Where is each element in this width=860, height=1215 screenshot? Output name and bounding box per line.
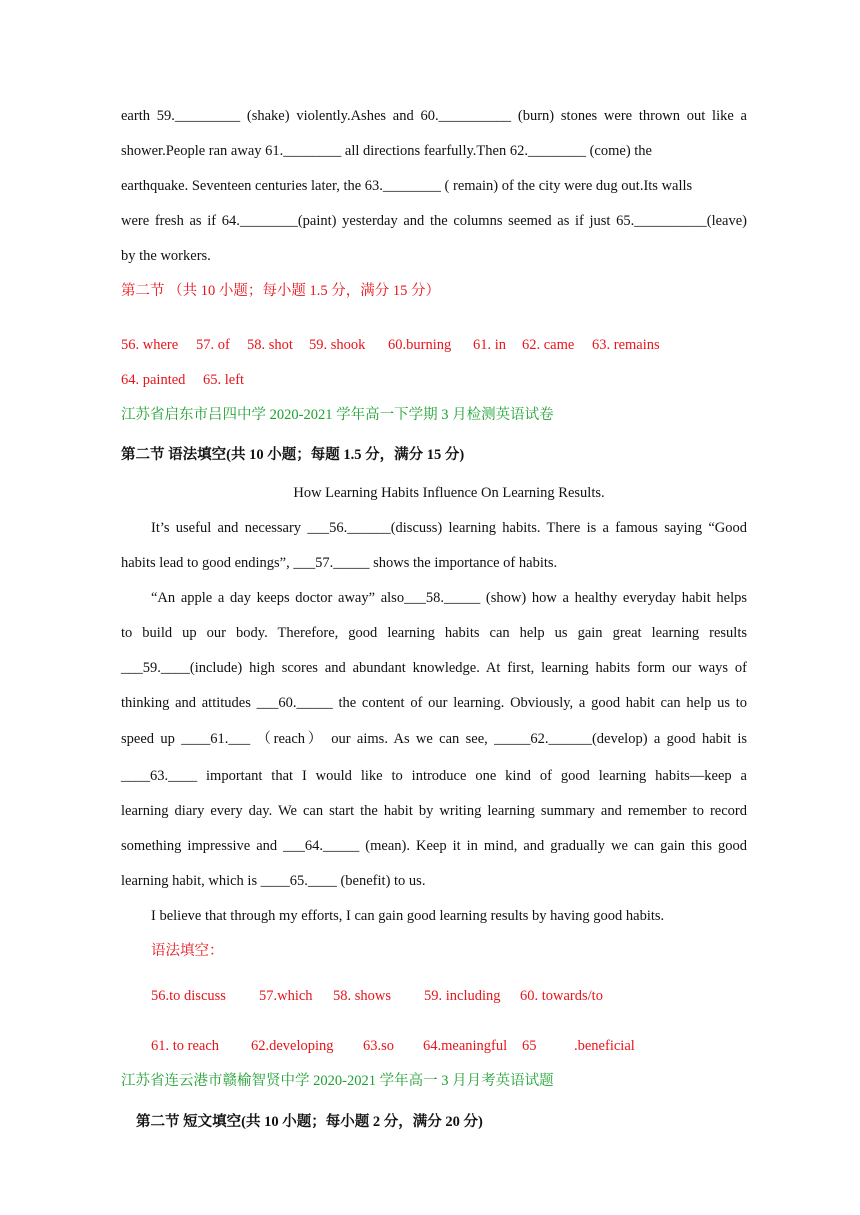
- answer-item: 59. shook: [309, 337, 366, 353]
- answer1-row-2: [121, 371, 244, 389]
- section2-heading: 第二节 语法填空(共 10 小题；每题 1.5 分，满分 15 分): [121, 447, 465, 463]
- answer-item: 56.to discuss: [151, 988, 226, 1004]
- source-title-2: 江苏省启东市吕四中学 2020-2021 学年高一下学期 3 月检测英语试卷: [121, 407, 554, 423]
- answer-item: 65: [522, 1038, 537, 1054]
- answer-item: .beneficial: [574, 1038, 635, 1054]
- answer-item: 65. left: [203, 372, 245, 388]
- passage2-line-7: speed up ____61.___ （reach） our aims. As we can see, _____62.______(develop) a good habit is: [121, 731, 747, 747]
- answer-item: 64.meaningful: [423, 1038, 508, 1054]
- answer-item: 57. of: [196, 337, 230, 353]
- passage2-line-2: habits lead to good endings”, ___57._____ shows the importance of habits.: [121, 555, 558, 571]
- section3-heading: 第二节 短文填空(共 10 小题；每小题 2 分，满分 20 分): [136, 1114, 483, 1130]
- answer-item: 59. including: [424, 988, 501, 1004]
- answer2-row-1: [151, 987, 603, 1005]
- passage2-line-9: learning diary every day. We can start the habit by writing learning summary and remember to record: [121, 803, 747, 819]
- passage2-line-1: It’s useful and necessary ___56.______(discuss) learning habits. There is a famous saying “Good: [151, 520, 747, 536]
- answer-item: 63.so: [363, 1038, 395, 1054]
- answer-item: 58. shows: [333, 988, 392, 1004]
- passage1-line-5: by the workers.: [121, 248, 211, 264]
- passage2-line-8: ____63.____ important that I would like to introduce one kind of good learning habits—keep a: [121, 768, 747, 784]
- source-title-3: 江苏省连云港市赣榆智贤中学 2020-2021 学年高一 3 月月考英语试题: [121, 1073, 554, 1089]
- answer-item: 60. towards/to: [520, 988, 603, 1004]
- passage2-line-10: something impressive and ___64._____ (mean). Keep it in mind, and gradually we can gain this good: [121, 838, 747, 854]
- passage2-line-4: to build up our body. Therefore, good learning habits can help us gain great learning results: [121, 625, 747, 641]
- answer-item: 62. came: [522, 337, 575, 353]
- answer-item: 64. painted: [121, 372, 186, 388]
- passage2-title: How Learning Habits Influence On Learning Results.: [293, 485, 605, 501]
- answer1-row-1: [121, 336, 660, 354]
- answer-item: 62.developing: [251, 1038, 334, 1054]
- passage2-line-11: learning habit, which is ____65.____ (benefit) to us.: [121, 873, 426, 889]
- answer-item: 60.burning: [388, 337, 452, 353]
- passage2-line-12: I believe that through my efforts, I can gain good learning results by having good habits.: [151, 908, 665, 924]
- answer-item: 58. shot: [247, 337, 293, 353]
- answer1-header: 第二节 （共 10 小题；每小题 1.5 分，满分 15 分）: [121, 283, 440, 299]
- answer2-row-2: [151, 1037, 635, 1055]
- passage2-line-6: thinking and attitudes ___60._____ the content of our learning. Obviously, a good habit can help us to: [121, 695, 747, 711]
- answer-item: 56. where: [121, 337, 179, 353]
- answer-item: 61. to reach: [151, 1038, 220, 1054]
- passage1-line-3: earthquake. Seventeen centuries later, the 63.________ ( remain) of the city were dug out.Its walls: [121, 178, 693, 194]
- passage2-line-3: “An apple a day keeps doctor away” also___58._____ (show) how a healthy everyday habit helps: [151, 590, 747, 606]
- answer-item: 57.which: [259, 988, 313, 1004]
- passage1-line-1: earth 59._________ (shake) violently.Ashes and 60.__________ (burn) stones were thrown out like a: [121, 108, 747, 124]
- answer-item: 61. in: [473, 337, 507, 353]
- passage1-line-4: were fresh as if 64.________(paint) yesterday and the columns seemed as if just 65.__________(leave): [121, 213, 747, 229]
- passage2-line-5: ___59.____(include) high scores and abundant knowledge. At first, learning habits form our ways of: [121, 660, 747, 676]
- answer-item: 63. remains: [592, 337, 660, 353]
- answer2-header: 语法填空：: [151, 943, 224, 959]
- passage1-line-2: shower.People ran away 61.________ all directions fearfully.Then 62.________ (come) the: [121, 143, 652, 159]
